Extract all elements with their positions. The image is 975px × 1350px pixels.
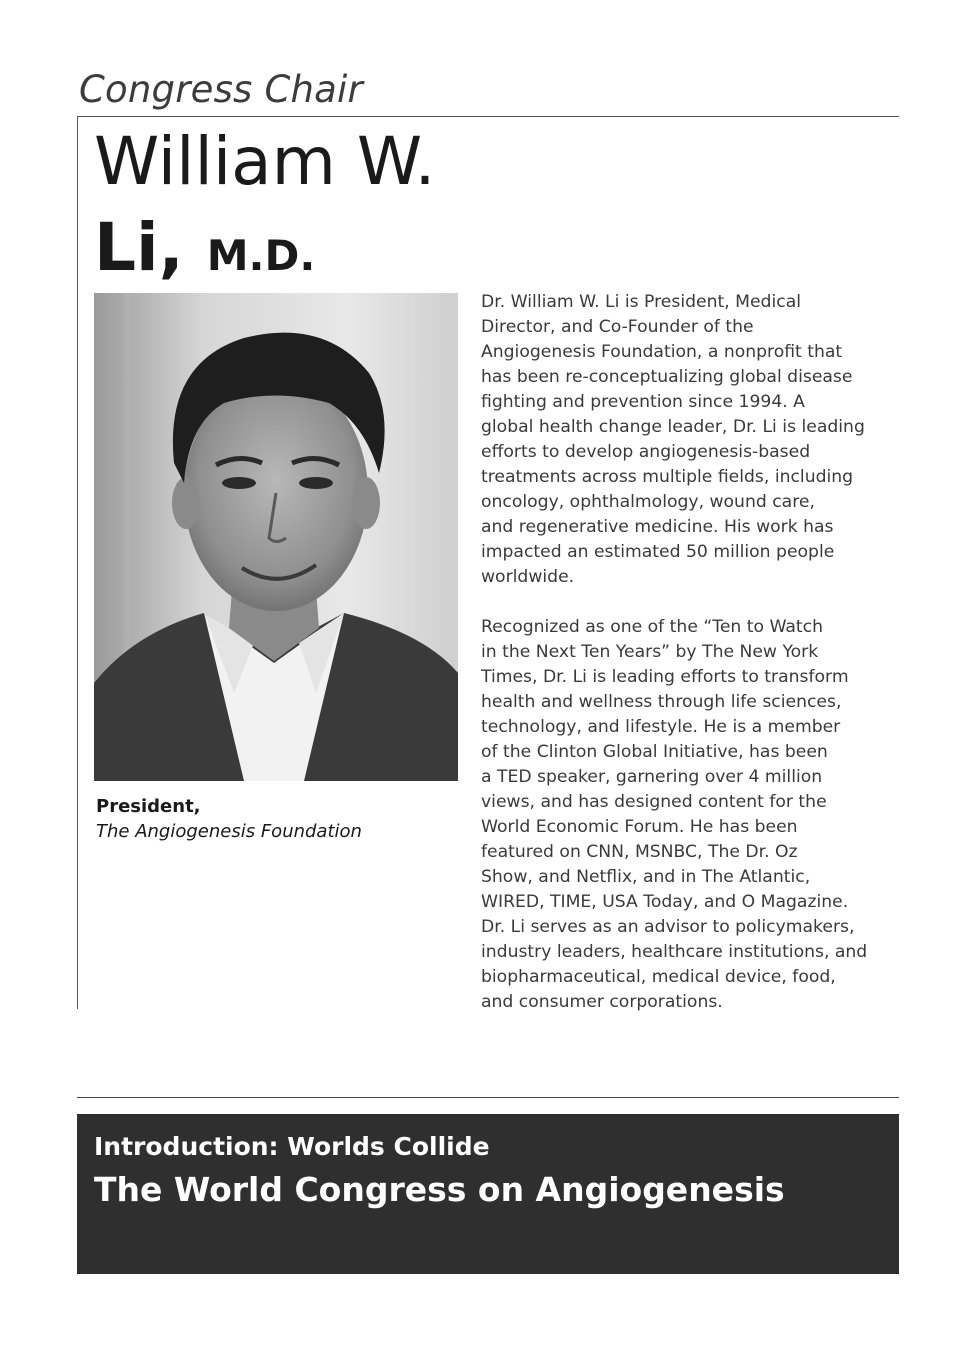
caption-role: President, — [96, 796, 201, 817]
bio-line: Director, and Co-Founder of the — [481, 317, 754, 337]
bio-line: global health change leader, Dr. Li is leading — [481, 417, 865, 437]
banner-title: The World Congress on Angiogenesis — [94, 1170, 785, 1209]
bio-line: Dr. William W. Li is President, Medical — [481, 292, 802, 312]
bio-line: Dr. Li serves as an advisor to policymakers, — [481, 917, 855, 937]
paragraph-gap — [481, 590, 876, 615]
banner-kicker: Introduction: Worlds Collide — [94, 1132, 490, 1161]
bio-line: treatments across multiple fields, including — [481, 467, 854, 487]
section-kicker: Congress Chair — [79, 68, 363, 111]
bio-line: World Economic Forum. He has been — [481, 817, 798, 837]
bio-line: impacted an estimated 50 million people — [481, 542, 835, 562]
bio-line: of the Clinton Global Initiative, has been — [481, 742, 828, 762]
bio-line: biopharmaceutical, medical device, food, — [481, 967, 836, 987]
bio-line: and regenerative medicine. His work has — [481, 517, 834, 537]
bio-line: industry leaders, healthcare institutions, and — [481, 942, 868, 962]
surname: Li, — [94, 209, 184, 286]
bio-line: has been re-conceptualizing global disease — [481, 367, 853, 387]
caption-organization: The Angiogenesis Foundation — [96, 821, 362, 842]
bio-line: views, and has designed content for the — [481, 792, 827, 812]
bio-paragraph-2 — [481, 615, 876, 1015]
left-divider — [77, 116, 78, 1009]
bio-line: Angiogenesis Foundation, a nonprofit that — [481, 342, 843, 362]
name-first-line: William W. — [94, 123, 436, 200]
bio-line: and consumer corporations. — [481, 992, 723, 1012]
bio-line: featured on CNN, MSNBC, The Dr. Oz — [481, 842, 798, 862]
bio-line: in the Next Ten Years” by The New York — [481, 642, 819, 662]
section-banner — [77, 1114, 899, 1274]
bottom-divider — [77, 1097, 899, 1098]
bio-line: health and wellness through life sciences, — [481, 692, 842, 712]
bio-line: Show, and Netflix, and in The Atlantic, — [481, 867, 811, 887]
bio-line: Recognized as one of the “Ten to Watch — [481, 617, 823, 637]
bio-line: technology, and lifestyle. He is a member — [481, 717, 841, 737]
name-second-line — [94, 208, 315, 287]
bio-line: efforts to develop angiogenesis-based — [481, 442, 811, 462]
bio-line: worldwide. — [481, 567, 575, 587]
top-divider — [77, 116, 899, 117]
bio-paragraph-1 — [481, 290, 876, 590]
portrait-photo — [94, 293, 458, 781]
bio-line: fighting and prevention since 1994. A — [481, 392, 805, 412]
credentials: M.D. — [206, 231, 316, 280]
bio-line: oncology, ophthalmology, wound care, — [481, 492, 815, 512]
bio-line: WIRED, TIME, USA Today, and O Magazine. — [481, 892, 849, 912]
bio-line: a TED speaker, garnering over 4 million — [481, 767, 823, 787]
bio-line: Times, Dr. Li is leading efforts to transform — [481, 667, 849, 687]
bio-text — [481, 290, 876, 1015]
